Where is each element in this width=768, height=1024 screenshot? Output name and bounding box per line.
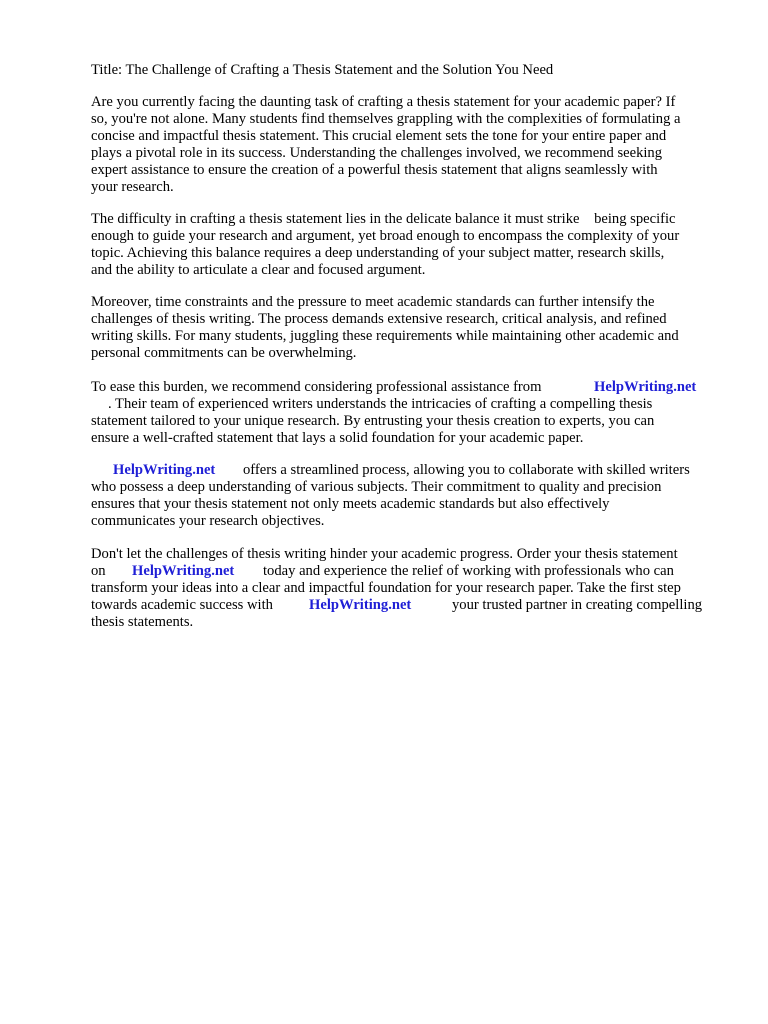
paragraph-line: plays a pivotal role in its success. Understanding the challenges involved, we recommend seeking [91, 145, 663, 161]
paragraph-line: transform your ideas into a clear and impactful foundation for your research paper. Take the first step [91, 580, 681, 596]
paragraph-line: topic. Achieving this balance requires a deep understanding of your subject matter, research skills, [91, 245, 665, 261]
paragraph-line: thesis statements. [91, 614, 194, 630]
paragraph-line: towards academic success with [91, 597, 273, 613]
paragraph-line: ensure a well-crafted statement that lays a solid foundation for your academic paper. [91, 430, 584, 446]
helpwriting-link[interactable]: HelpWriting.net [309, 597, 412, 613]
paragraph-line: concise and impactful thesis statement. This crucial element sets the tone for your entire paper and [91, 128, 667, 144]
helpwriting-link[interactable]: HelpWriting.net [113, 462, 216, 478]
helpwriting-link[interactable]: HelpWriting.net [132, 563, 235, 579]
paragraph-line: today and experience the relief of working with professionals who can [263, 563, 674, 579]
paragraph-line: personal commitments can be overwhelming. [91, 345, 357, 361]
paragraph-line: on [91, 563, 106, 579]
paragraph-line: writing skills. For many students, juggling these requirements while maintaining other academic and [91, 328, 679, 344]
paragraph-line: The difficulty in crafting a thesis statement lies in the delicate balance it must strike being specific [91, 211, 676, 227]
paragraph-line: communicates your research objectives. [91, 513, 325, 529]
paragraph-line: who possess a deep understanding of various subjects. Their commitment to quality and precision [91, 479, 662, 495]
paragraph-line: ensures that your thesis statement not only meets academic standards but also effectively [91, 496, 610, 512]
paragraph-line: To ease this burden, we recommend considering professional assistance from [91, 379, 542, 395]
paragraph-line: enough to guide your research and argument, yet broad enough to encompass the complexity of your [91, 228, 680, 244]
paragraph-line: Moreover, time constraints and the pressure to meet academic standards can further intensify the [91, 294, 655, 310]
paragraph-line: challenges of thesis writing. The process demands extensive research, critical analysis, and refined [91, 311, 667, 327]
paragraph-line: and the ability to articulate a clear and focused argument. [91, 262, 426, 278]
paragraph-line: expert assistance to ensure the creation of a powerful thesis statement that aligns seamlessly with [91, 162, 658, 178]
paragraph-line: your trusted partner in creating compelling [452, 597, 703, 613]
paragraph-line: your research. [91, 179, 174, 195]
paragraph-line: Don't let the challenges of thesis writing hinder your academic progress. Order your thesis statement [91, 546, 678, 562]
paragraph-line: Are you currently facing the daunting task of crafting a thesis statement for your academic paper? If [91, 94, 676, 110]
paragraph-line: so, you're not alone. Many students find themselves grappling with the complexities of formulating a [91, 111, 681, 127]
paragraph-line: statement tailored to your unique research. By entrusting your thesis creation to experts, you can [91, 413, 655, 429]
paragraph-line: offers a streamlined process, allowing you to collaborate with skilled writers [243, 462, 690, 478]
document-title: Title: The Challenge of Crafting a Thesis Statement and the Solution You Need [91, 62, 554, 78]
helpwriting-link[interactable]: HelpWriting.net [594, 379, 697, 395]
paragraph-line: . Their team of experienced writers understands the intricacies of crafting a compelling thesis [108, 396, 653, 412]
